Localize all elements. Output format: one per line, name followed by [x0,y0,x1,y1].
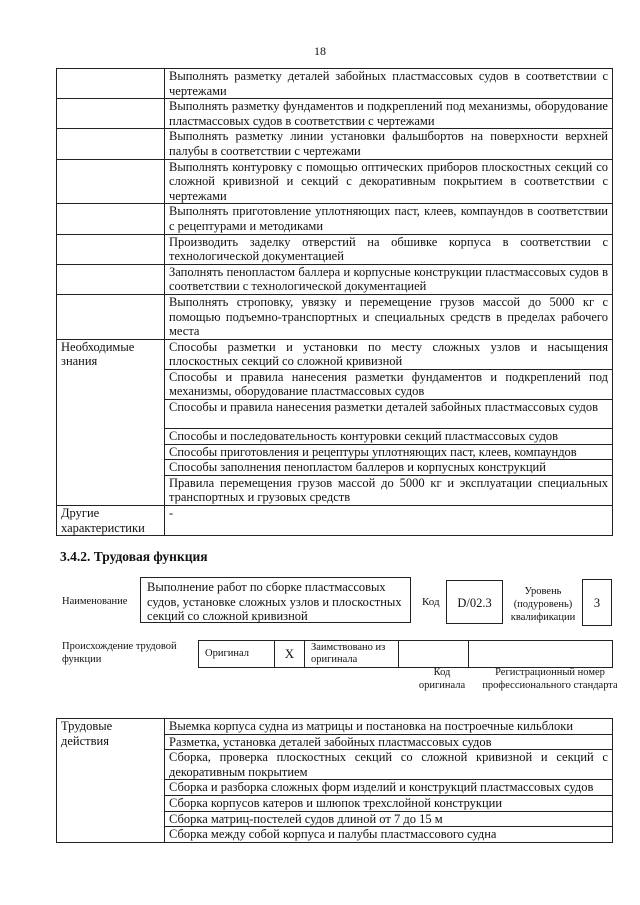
original-mark: X [275,641,305,668]
action-item: Сборка, проверка плоскостных секций со сложной кривизной и секций с декоративным покрытием [165,750,613,780]
name-label: Наименование [62,596,128,607]
action-item: Выемка корпуса судна из матрицы и постановка на построечные кильблоки [165,719,613,735]
origin-table [198,640,613,668]
table-row [57,159,613,204]
skill-item: Выполнять контуровку с помощью оптических приборов плоскостных секций со сложной кривизной и секций с декоративным покрытием в соответствии с чертежами [165,159,613,204]
table-row [57,69,613,99]
skill-item: Производить заделку отверстий на обшивке корпуса в соответствии с технологической документацией [165,234,613,264]
reg-number-cell [469,641,613,668]
skills-knowledge-table [56,68,613,536]
level-value-box: 3 [582,579,612,626]
action-item: Разметка, установка деталей забойных пластмассовых судов [165,734,613,750]
row-label [57,204,165,234]
code-original-caption: Код оригинала [418,667,466,691]
actions-label: Трудовые действия [57,719,165,843]
table-row [57,129,613,159]
table-row [57,719,613,735]
knowledge-item: Способы и последовательность контуровки секций пластмассовых судов [165,429,613,445]
skill-item: Выполнять разметку фундаментов и подкреплений под механизмы, оборудование пластмассовых судов в соответствии с чертежами [165,99,613,129]
row-label [57,159,165,204]
skill-item: Выполнять разметку деталей забойных пластмассовых судов в соответствии с чертежами [165,69,613,99]
labor-actions-table [56,718,613,843]
code-original-cell [399,641,469,668]
original-label: Оригинал [199,641,275,668]
skill-item: Выполнять приготовление уплотняющих паст, клеев, компаундов в соответствии с рецептурами и методиками [165,204,613,234]
skill-item: Выполнять строповку, увязку и перемещение грузов массой до 5000 кг с помощью подъемно-транспортных и специальных средств в пределах рабочего места [165,294,613,339]
table-row [57,294,613,339]
origin-label: Происхождение трудовой функции [62,641,177,665]
table-row [57,99,613,129]
row-label [57,69,165,99]
table-row [57,506,613,536]
table-row [57,204,613,234]
action-item: Сборка и разборка сложных форм изделий и конструкций пластмассовых судов [165,780,613,796]
row-label [57,99,165,129]
level-label: Уровень (подуровень) квалификации [510,586,576,623]
knowledge-item: Способы приготовления и рецептуры уплотняющих паст, клеев, компаундов [165,444,613,460]
row-label [57,129,165,159]
other-characteristics-value: - [165,506,613,536]
knowledge-item: Правила перемещения грузов массой до 5000 кг и эксплуатации специальных транспортных и грузовых средств [165,475,613,505]
table-row [57,339,613,369]
code-label: Код [422,596,440,608]
skill-item: Заполнять пенопластом баллера и корпусные конструкции пластмассовых судов в соответствии с технологической документацией [165,264,613,294]
action-item: Сборка корпусов катеров и шлюпок трехслойной конструкции [165,795,613,811]
skill-item: Выполнять разметку линии установки фальшбортов на поверхности верхней палубы в соответствии с чертежами [165,129,613,159]
function-name-box: Выполнение работ по сборке пластмассовых судов, установке сложных узлов и плоскостных секций со сложной кривизной [140,577,411,623]
row-label [57,264,165,294]
borrowed-label: Заимствовано из оригинала [305,641,399,668]
other-characteristics-label: Другие характеристики [57,506,165,536]
table-row [57,264,613,294]
knowledge-item: Способы разметки и установки по месту сложных узлов и насыщения плоскостных секций со сложной кривизной [165,339,613,369]
table-row [57,234,613,264]
row-label [57,234,165,264]
knowledge-item: Способы и правила нанесения разметки деталей забойных пластмассовых судов [165,400,613,429]
knowledge-label: Необходимые знания [57,339,165,505]
code-value-box: D/02.3 [446,580,503,624]
knowledge-item: Способы заполнения пенопластом баллеров и корпусных конструкций [165,460,613,476]
knowledge-item: Способы и правила нанесения разметки фундаментов и подкреплений под механизмы, оборудование пластмассовых судов [165,369,613,399]
action-item: Сборка между собой корпуса и палубы пластмассового судна [165,827,613,843]
section-heading: 3.4.2. Трудовая функция [60,549,208,564]
row-label [57,294,165,339]
reg-number-caption: Регистрационный номер профессионального стандарта [482,667,618,691]
action-item: Сборка матриц-постелей судов длиной от 7 до 15 м [165,811,613,827]
page-number: 18 [314,44,326,58]
